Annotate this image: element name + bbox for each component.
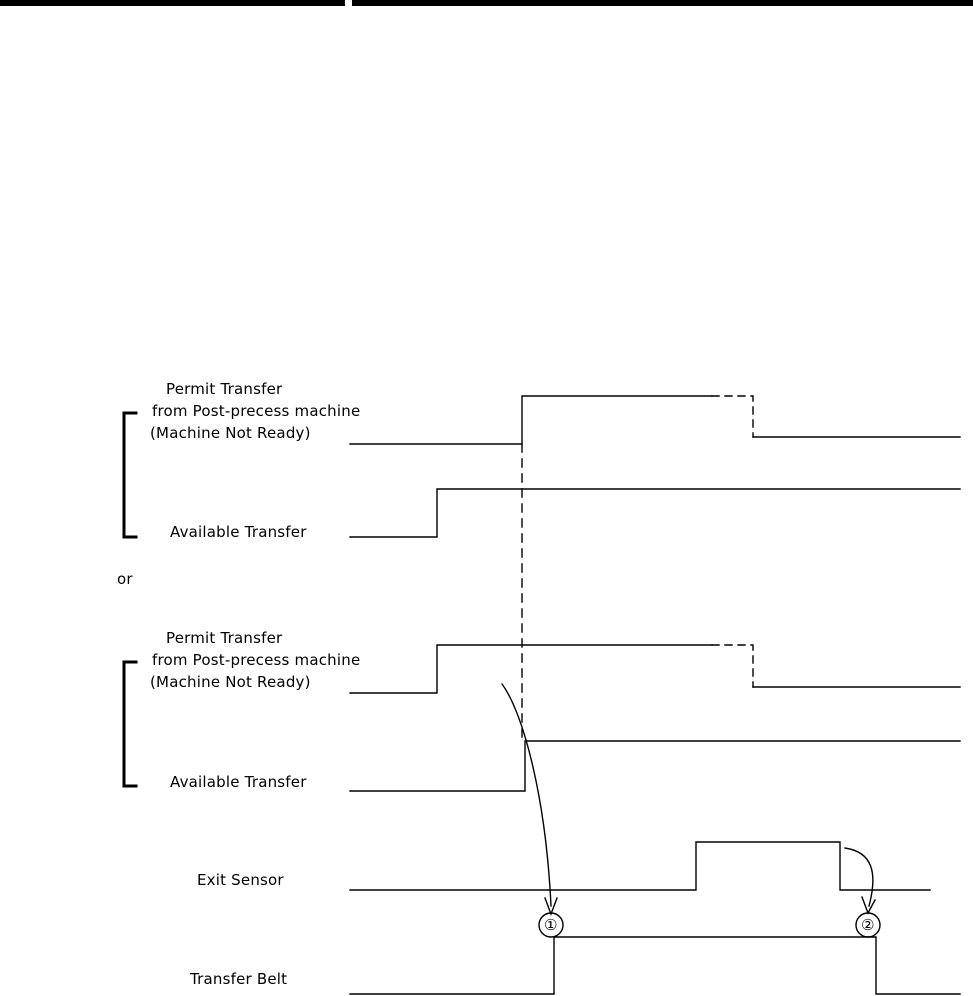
transfer-belt-label: Transfer Belt (190, 970, 288, 988)
permit-transfer-2-label-line-3: (Machine Not Ready) (150, 673, 311, 691)
permit-transfer-1-label-line-2: from Post-precess machine (152, 402, 361, 420)
callout-arrow-1-curve (502, 684, 551, 906)
available-transfer-1-waveform (350, 489, 960, 537)
group-1-bracket (124, 413, 136, 537)
transfer-belt-waveform (350, 937, 960, 994)
permit-transfer-2-dashed-fall (712, 645, 753, 687)
permit-transfer-1-label-line-3: (Machine Not Ready) (150, 424, 311, 442)
permit-transfer-1-waveform (350, 396, 712, 444)
marker-1-label: ① (544, 916, 558, 934)
callout-arrow-2-curve (845, 848, 873, 906)
or-separator-label: or (117, 570, 133, 588)
permit-transfer-1-dashed-fall (712, 396, 753, 437)
permit-transfer-2-label-line-2: from Post-precess machine (152, 651, 361, 669)
permit-transfer-2-label-line-1: Permit Transfer (166, 629, 283, 647)
permit-transfer-2-waveform (350, 645, 712, 693)
exit-sensor-waveform (350, 842, 930, 890)
group-2-bracket (124, 662, 136, 786)
marker-2-label: ② (861, 916, 875, 934)
available-transfer-2-label: Available Transfer (170, 773, 307, 791)
available-transfer-1-label: Available Transfer (170, 523, 307, 541)
available-transfer-2-waveform (350, 741, 960, 791)
permit-transfer-1-label-line-1: Permit Transfer (166, 380, 283, 398)
callout-arrow-2-head (862, 897, 875, 913)
exit-sensor-label: Exit Sensor (197, 871, 284, 889)
